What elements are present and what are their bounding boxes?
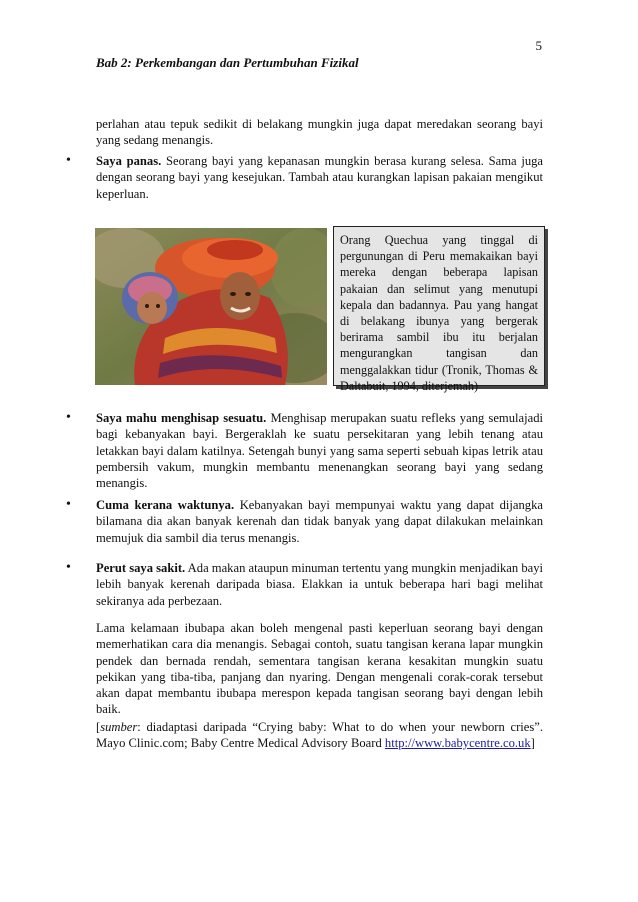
bullet-title: Saya mahu menghisap sesuatu.: [96, 411, 267, 425]
page-number: 5: [535, 38, 542, 53]
bullet-title: Cuma kerana waktunya.: [96, 498, 235, 512]
bullet-icon: •: [66, 497, 71, 512]
bullet-icon: •: [66, 560, 71, 575]
bullet-text: Seorang bayi yang kepanasan mungkin berasa kurang selesa. Sama juga dengan seorang bayi yang kesejukan. Tambah atau kurangkan lapisan pakaian mengikut keperluan.: [96, 154, 544, 201]
bullet-title: Perut saya sakit.: [96, 561, 186, 575]
closing-paragraph: Lama kelamaan ibubapa akan boleh mengenal pasti keperluan seorang bayi dengan memerhatikan cara dia menangis. Sebagai contoh, suatu tangisan kerana lapar mungkin pendek dan bernada rendah, sementara tangisan kerana kesakitan mungkin suatu pekikan yang tiba-tiba, panjang dan nyaring. Dengan mengenali corak-corak tersebut akan dapat membantu ibubapa merespon kepada tangisan seorang bayi dengan lebih baik.: [96, 621, 543, 717]
bullet-stomach: [96, 560, 543, 609]
source-label: sumber: [100, 720, 138, 734]
bullet-title: Saya panas.: [96, 154, 162, 168]
chapter-title: Bab 2: Perkembangan dan Pertumbuhan Fizikal: [96, 55, 359, 70]
caption-box: Orang Quechua yang tinggal di pergunungan di Peru memakaikan bayi mereka dengan beberapa lapisan pakaian dan selimut yang menutupi kepala dan badannya. Pau yang hangat di belakang ibunya yang bergerak berirama sambil ibu itu berjalan mengurangkan tangisan dan menggalakkan tidur (Tronik, Thomas & Daltabuit, 1994, diterjemah): [333, 226, 545, 386]
bullet-icon: •: [66, 153, 71, 168]
intro-paragraph: perlahan atau tepuk sedikit di belakang mungkin juga dapat meredakan seorang bayi yang sedang menangis.: [96, 117, 543, 148]
bullet-text: Kebanyakan bayi mempunyai waktu yang dapat dijangka bilamana dia akan banyak kerenah dan tidak banyak yang dapat dilakukan melainkan memujuk dia sambil dia terus menangis.: [96, 498, 543, 545]
bullet-text: Ada makan ataupun minuman tertentu yang mungkin menjadikan bayi lebih banyak kerenah daripada biasa. Elakkan ia untuk beberapa hari bagi melihat sekiranya ada perbezaan.: [96, 561, 544, 608]
bullet-hot: [96, 153, 543, 202]
source-text: : diadaptasi daripada “Crying baby: What to do when your newborn cries”. Mayo Clinic.com; Baby Centre Medical Advisory Board: [96, 720, 543, 751]
bullet-icon: •: [66, 410, 71, 425]
bullet-text: Menghisap merupakan suatu refleks yang semulajadi bagi kebanyakan bayi. Bergeraklah ke suatu persekitaran yang lebih tenang atau letakkan bayi dalam katilnya. Setengah bunyi yang sama seperti sebuah kipas letrik atau pembersih vakum, mungkin membantu menenangkan seorang bayi yang sedang menangis.: [96, 411, 543, 491]
source-citation: [96, 719, 543, 752]
source-open: [: [96, 720, 101, 734]
bullet-time: [96, 497, 543, 546]
source-link[interactable]: http://www.babycentre.co.uk: [384, 736, 531, 751]
bullet-suck: [96, 410, 543, 491]
source-close: ]: [530, 736, 535, 751]
mother-baby-photo: [95, 228, 327, 385]
